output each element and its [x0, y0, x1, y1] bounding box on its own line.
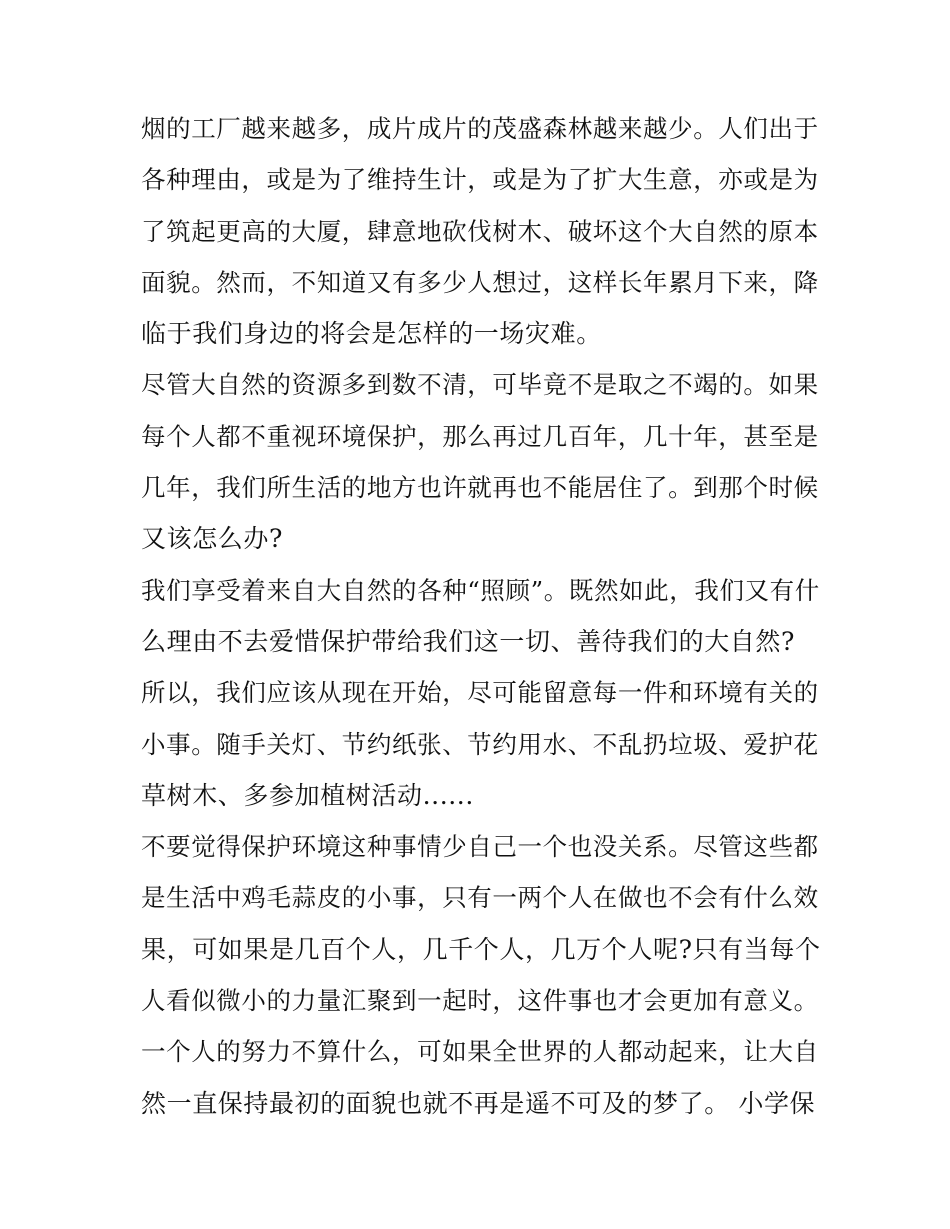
- text-line-3: 了筑起更高的大厦，肆意地砍伐树木、破坏这个大自然的原本: [141, 216, 819, 246]
- text-line-13: 小事。随手关灯、节约纸张、节约用水、不乱扔垃圾、爱护花: [141, 729, 819, 759]
- text-line-5: 临于我们身边的将会是怎样的一场灾难。: [141, 319, 602, 349]
- body-text: [141, 103, 821, 1129]
- text-line-12: 所以，我们应该从现在开始，尽可能留意每一件和环境有关的: [141, 678, 819, 708]
- text-line-9: 又该怎么办?: [141, 524, 284, 554]
- text-line-8: 几年，我们所生活的地方也许就再也不能居住了。到那个时候: [141, 473, 819, 503]
- text-line-16: 是生活中鸡毛蒜皮的小事，只有一两个人在做也不会有什么效: [141, 883, 819, 913]
- text-line-15: 不要觉得保护环境这种事情少自己一个也没关系。尽管这些都: [141, 832, 819, 862]
- text-line-14: 草树木、多参加植树活动......: [141, 780, 474, 810]
- text-line-7: 每个人都不重视环境保护，那么再过几百年，几十年，甚至是: [141, 421, 819, 451]
- text-line-2: 各种理由，或是为了维持生计，或是为了扩大生意，亦或是为: [141, 165, 819, 195]
- text-line-4: 面貌。然而，不知道又有多少人想过，这样长年累月下来，降: [141, 267, 819, 297]
- text-line-10: 我们享受着来自大自然的各种“照顾”。既然如此，我们又有什: [141, 575, 820, 605]
- text-line-1: 烟的工厂越来越多，成片成片的茂盛森林越来越少。人们出于: [141, 114, 819, 143]
- text-line-17: 果，可如果是几百个人，几千个人，几万个人呢?只有当每个: [141, 934, 821, 964]
- text-line-19: 一个人的努力不算什么，可如果全世界的人都动起来，让大自: [141, 1037, 819, 1067]
- text-line-6: 尽管大自然的资源多到数不清，可毕竟不是取之不竭的。如果: [141, 370, 819, 400]
- text-line-20: 然一直保持最初的面貌也就不再是遥不可及的梦了。 小学保: [141, 1088, 816, 1118]
- text-line-11: 么理由不去爱惜保护带给我们这一切、善待我们的大自然?: [141, 626, 796, 656]
- text-line-18: 人看似微小的力量汇聚到一起时，这件事也才会更加有意义。: [141, 986, 819, 1016]
